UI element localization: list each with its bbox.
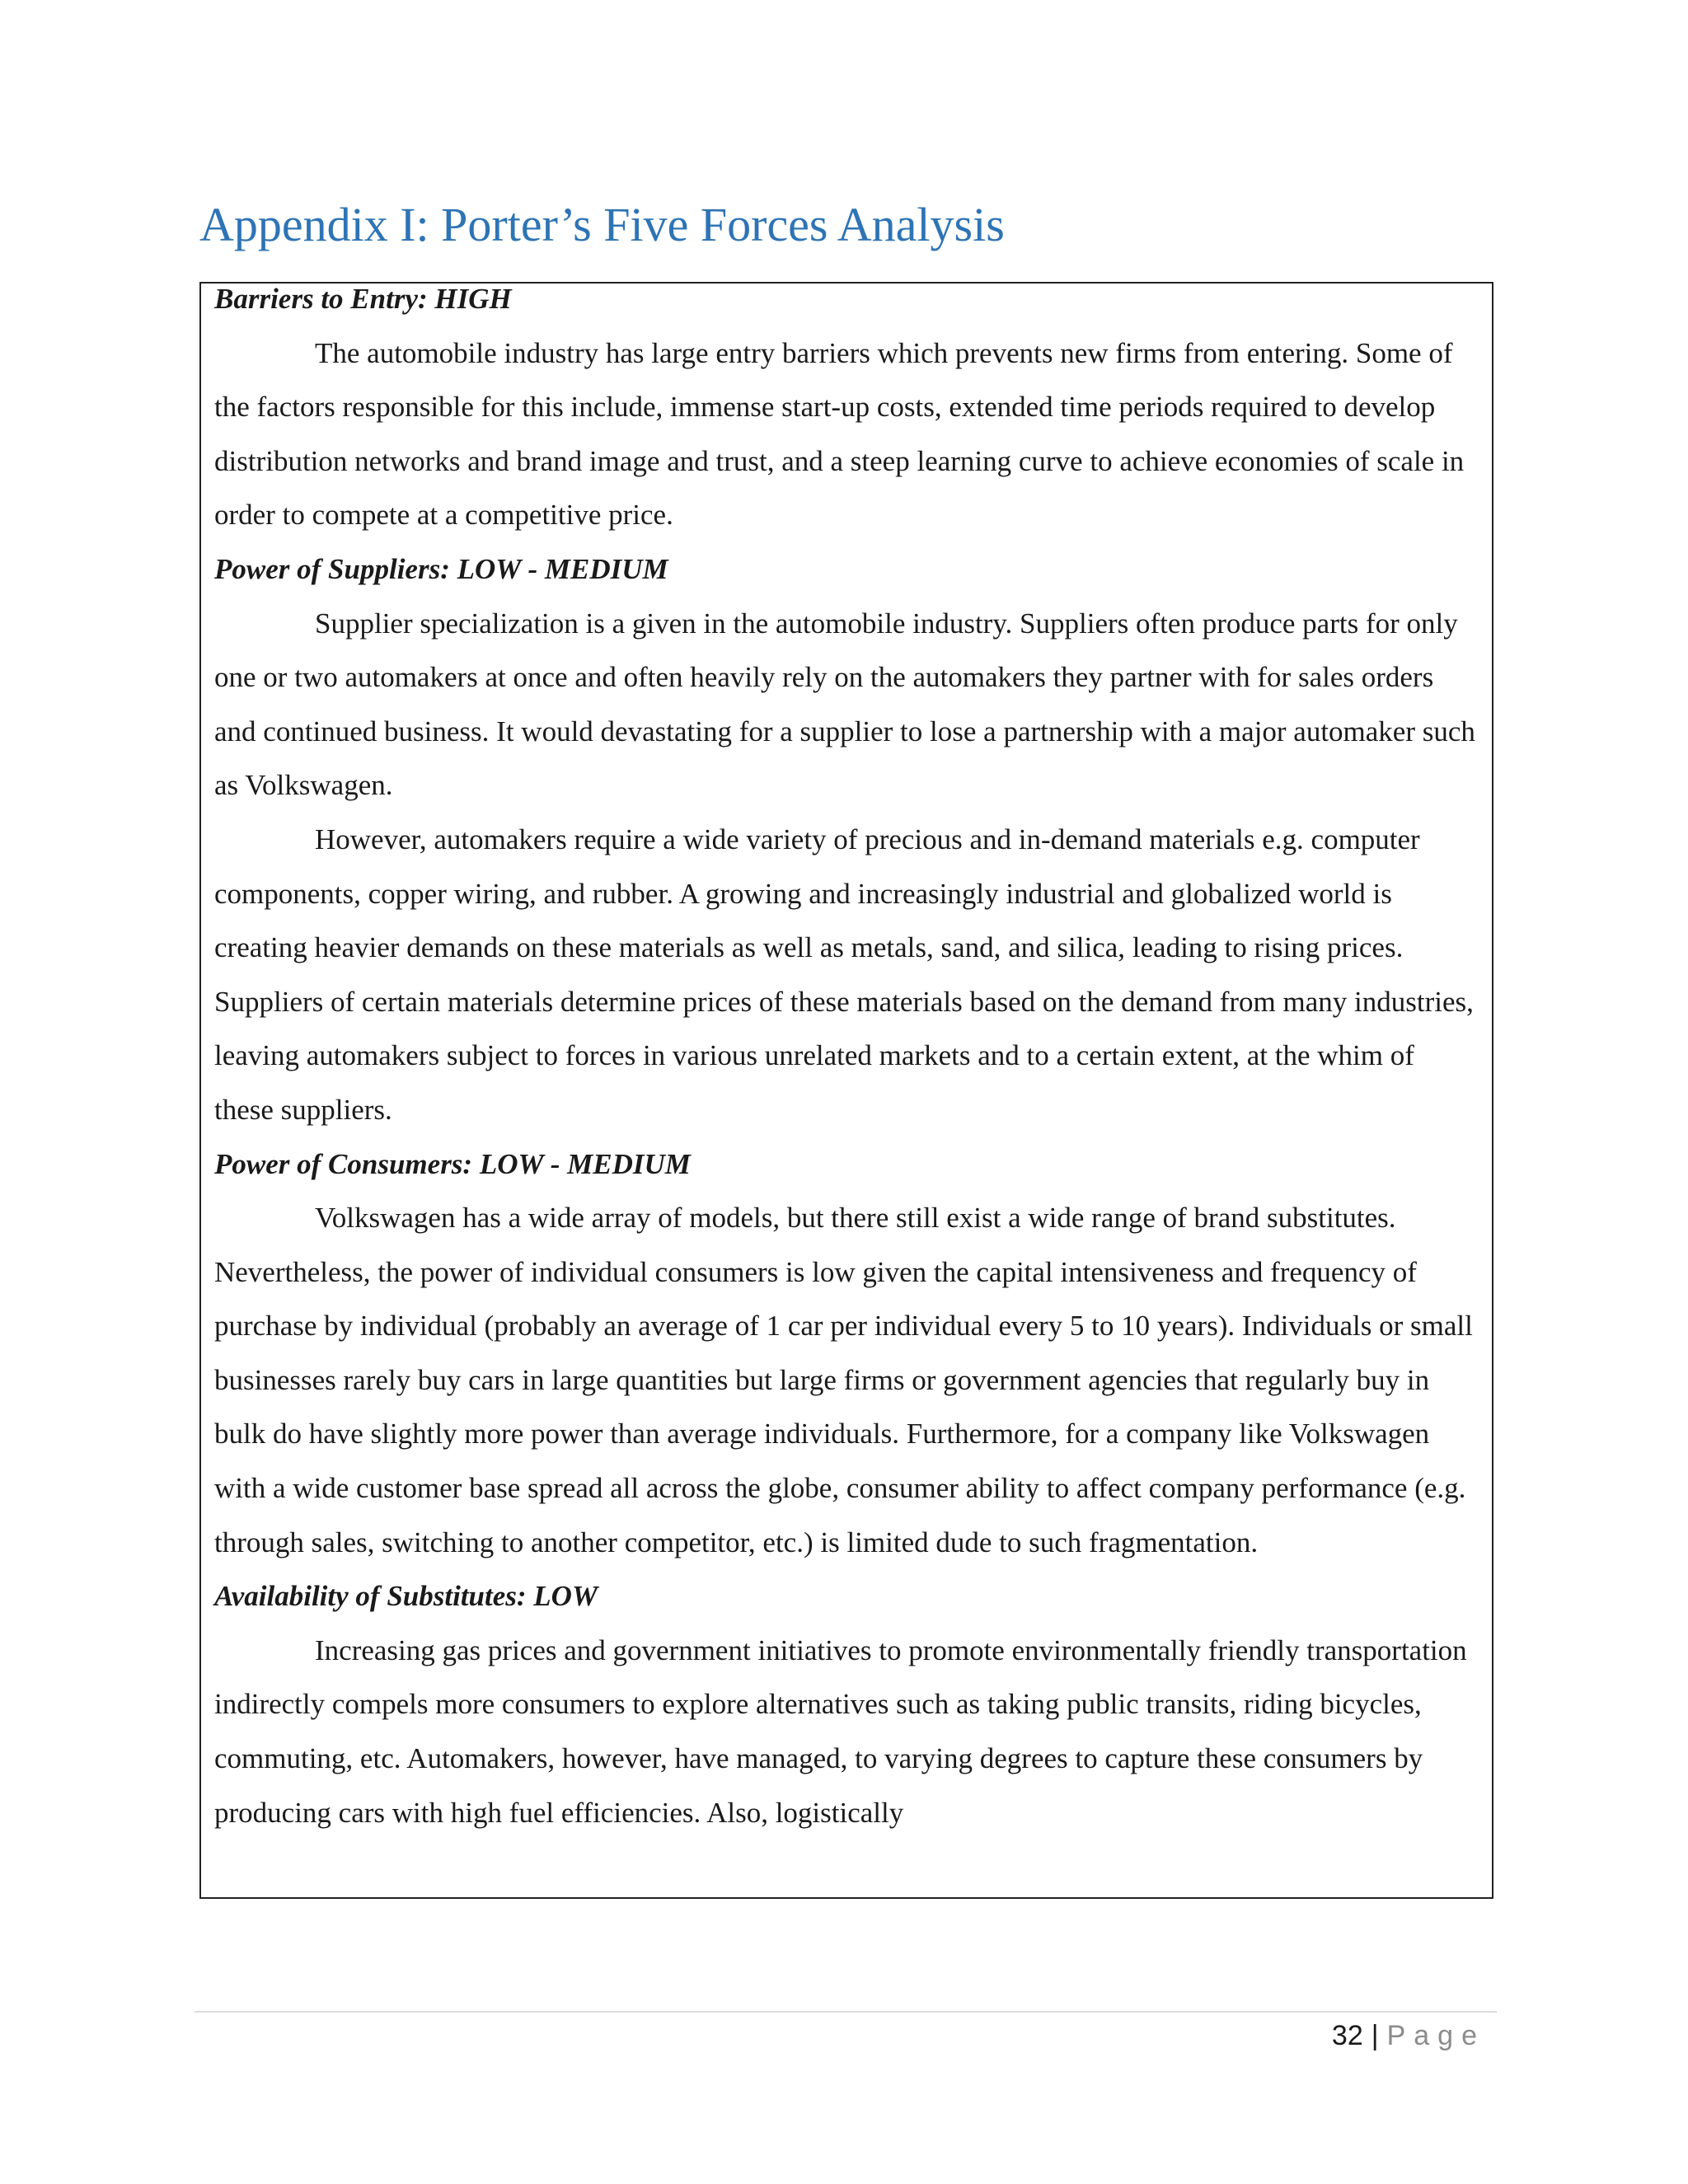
section-heading-power-of-consumers: Power of Consumers: LOW - MEDIUM <box>214 1147 691 1180</box>
page-number: 32 <box>1331 2020 1363 2051</box>
paragraph-power-of-suppliers-2: However, automakers require a wide variety of precious and in-demand materials e.g. computer components, copper wiring, and rubber. A growing and increasingly industrial and globalized world is creating heavier demands on these materials as well as metals, sand, and silica, leading to rising prices. Suppliers of certain materials determine prices of these materials based on the demand from many industries, leaving automakers subject to forces in various unrelated markets and to a certain extent, at the whim of these suppliers. <box>214 823 1474 1126</box>
page-label: Page <box>1386 2020 1485 2051</box>
paragraph-barriers-to-entry: The automobile industry has large entry barriers which prevents new firms from entering. Some of the factors responsible for this include, immense start-up costs, extended time periods required to develop distribution networks and brand image and trust, and a steep learning curve to achieve economies of scale in order to compete at a competitive price. <box>214 336 1465 532</box>
section-heading-power-of-suppliers: Power of Suppliers: LOW - MEDIUM <box>214 552 668 585</box>
page-footer <box>1332 2016 1485 2055</box>
five-forces-box <box>199 282 1493 1899</box>
footer-divider <box>195 2011 1497 2013</box>
paragraph-power-of-consumers: Volkswagen has a wide array of models, but there still exist a wide range of brand substitutes. Nevertheless, the power of individual consumers is low given the capital intensiveness and frequency of purchase by individual (probably an average of 1 car per individual every 5 to 10 years). Individuals or small businesses rarely buy cars in large quantities but large firms or government agencies that regularly buy in bulk do have slightly more power than average individuals. Furthermore, for a company like Volkswagen with a wide customer base spread all across the globe, consumer ability to affect company performance (e.g. through sales, switching to another competitor, etc.) is limited dude to such fragmentation. <box>214 1202 1473 1558</box>
footer-separator: | <box>1371 2020 1379 2051</box>
page-title: Appendix I: Porter’s Five Forces Analysis <box>199 198 1005 251</box>
section-heading-barriers-to-entry: Barriers to Entry: HIGH <box>214 283 512 315</box>
paragraph-power-of-suppliers-1: Supplier specialization is a given in the automobile industry. Suppliers often produce parts for only one or two automakers at once and often heavily rely on the automakers they partner with for sales orders and continued business. It would devastating for a supplier to lose a partnership with a major automaker such as Volkswagen. <box>214 607 1475 802</box>
paragraph-availability-of-substitutes: Increasing gas prices and government initiatives to promote environmentally friendly transportation indirectly compels more consumers to explore alternatives such as taking public transits, riding bicycles, commuting, etc. Automakers, however, have managed, to varying degrees to capture these consumers by producing cars with high fuel efficiencies. Also, logistically <box>214 1633 1467 1829</box>
section-heading-availability-of-substitutes: Availability of Substitutes: LOW <box>214 1580 598 1613</box>
